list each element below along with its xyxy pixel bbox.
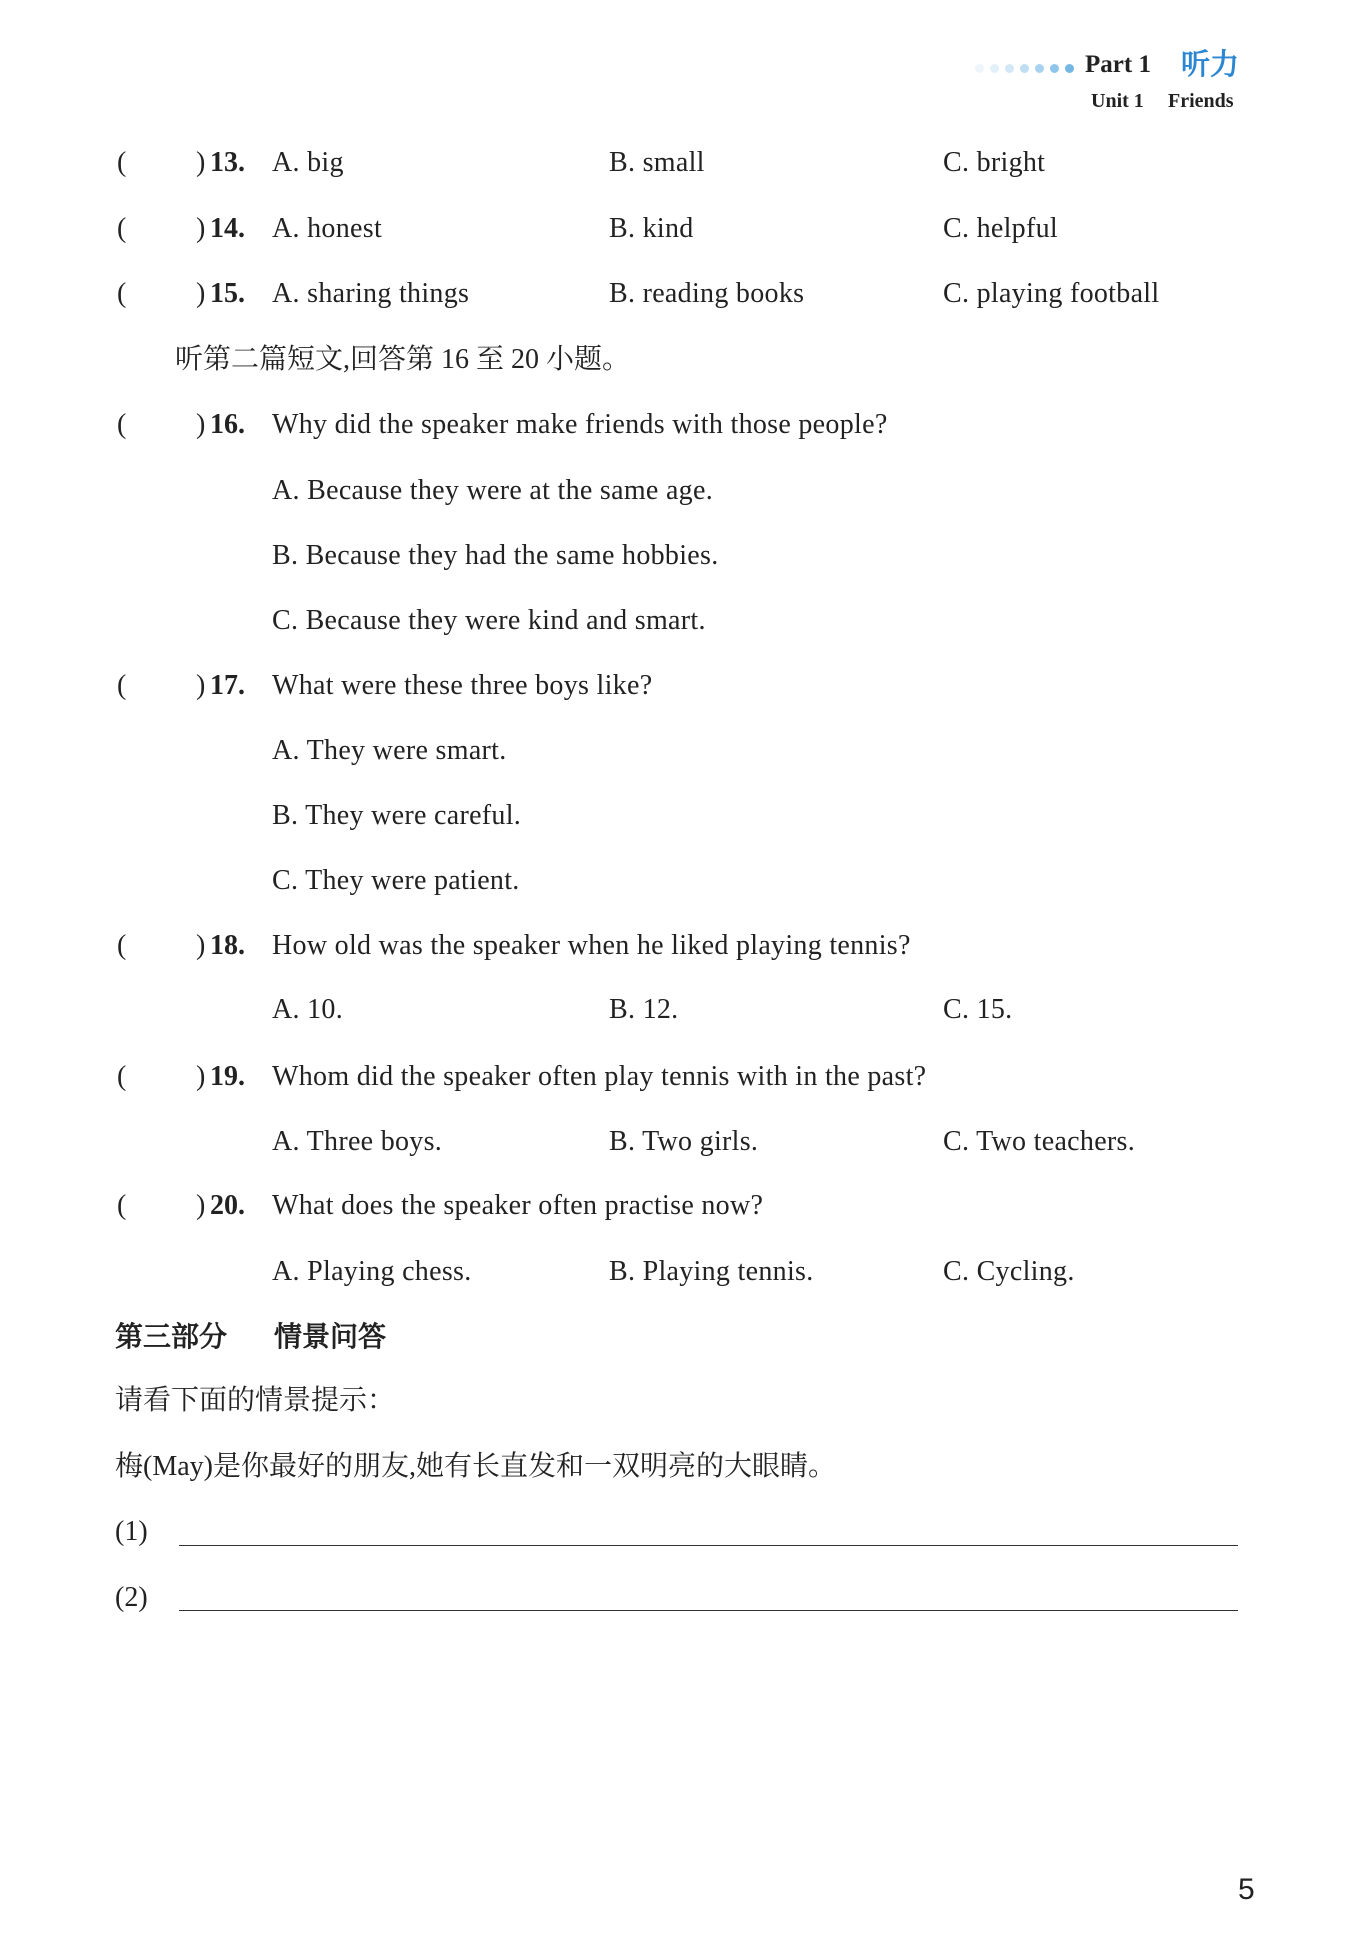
question-17 [0,666,1350,706]
option-b: B. They were careful. [272,800,522,831]
answer-bracket-open: ( [117,409,127,440]
option-c: C. Cycling. [943,1256,1075,1287]
question-18-options [0,990,1350,1030]
header-dot [990,64,999,73]
question-number: 13. [210,147,245,178]
answer-bracket-open: ( [117,670,127,701]
option-b: B. Because they had the same hobbies. [272,540,719,571]
answer-bracket-close: ) [196,147,206,178]
answer-bracket-close: ) [196,1190,206,1221]
question-16-option-b [0,536,1350,576]
header-dot [1050,64,1059,73]
section-number: 第三部分 [115,1320,228,1353]
option-a: A. Three boys. [272,1126,443,1157]
answer-label: (1) [115,1516,148,1547]
question-15 [0,274,1350,314]
question-number: 16. [210,409,245,440]
header-dot [1035,64,1044,73]
header-topic: Friends [1168,90,1234,112]
question-text: Whom did the speaker often play tennis with in the past? [272,1061,927,1092]
answer-bracket-close: ) [196,670,206,701]
question-number: 19. [210,1061,245,1092]
option-c: C. Two teachers. [943,1126,1136,1157]
answer-bracket-open: ( [117,1061,127,1092]
question-number: 14. [210,213,245,244]
question-19 [0,1057,1350,1097]
section-title: 情景问答 [274,1320,387,1353]
answer-bracket-close: ) [196,213,206,244]
header-unit: Unit 1 [1091,90,1144,112]
question-text: Why did the speaker make friends with those people? [272,409,888,440]
part3-prompt [0,1381,1350,1421]
answer-bracket-open: ( [117,278,127,309]
question-20-options [0,1252,1350,1292]
question-text: How old was the speaker when he liked playing tennis? [272,930,911,961]
header-dot [1005,64,1014,73]
option-a: A. Because they were at the same age. [272,475,714,506]
question-number: 15. [210,278,245,309]
header-part: Part 1 [1085,51,1151,78]
part3-scenario [0,1447,1350,1487]
instruction-text: 听第二篇短文,回答第 16 至 20 小题。 [175,344,631,375]
question-20 [0,1186,1350,1226]
option-c: C. They were patient. [272,865,520,896]
header-section: 听力 [1181,47,1240,81]
header-dot [1020,64,1029,73]
question-16 [0,405,1350,445]
option-b: B. kind [609,213,694,244]
question-number: 18. [210,930,245,961]
option-c: C. Because they were kind and smart. [272,605,706,636]
question-16-option-c [0,601,1350,641]
option-c: C. helpful [943,213,1058,244]
question-17-option-b [0,796,1350,836]
option-b: B. Playing tennis. [609,1256,814,1287]
question-17-option-a [0,731,1350,771]
answer-bracket-close: ) [196,409,206,440]
answer-bracket-open: ( [117,213,127,244]
passage-instruction [0,340,1350,380]
scenario-text: 梅(May)是你最好的朋友,她有长直发和一双明亮的大眼睛。 [115,1451,836,1482]
question-18 [0,926,1350,966]
question-17-option-c [0,861,1350,901]
option-a: A. They were smart. [272,735,507,766]
option-c: C. bright [943,147,1046,178]
question-14 [0,209,1350,249]
answer-bracket-close: ) [196,930,206,961]
answer-row-1 [0,1512,1350,1552]
question-text: What does the speaker often practise now? [272,1190,764,1221]
option-b: B. Two girls. [609,1126,759,1157]
answer-row-2 [0,1578,1350,1618]
option-c: C. playing football [943,278,1160,309]
option-c: C. 15. [943,994,1013,1025]
answer-bracket-open: ( [117,1190,127,1221]
answer-bracket-close: ) [196,278,206,309]
question-13 [0,143,1350,183]
answer-line [179,1545,1238,1546]
prompt-text: 请看下面的情景提示： [115,1385,396,1416]
answer-label: (2) [115,1582,148,1613]
answer-bracket-open: ( [117,147,127,178]
question-text: What were these three boys like? [272,670,653,701]
answer-bracket-open: ( [117,930,127,961]
option-b: B. reading books [609,278,805,309]
option-b: B. small [609,147,705,178]
header-dot [975,64,984,73]
answer-bracket-close: ) [196,1061,206,1092]
option-a: A. honest [272,213,383,244]
question-19-options [0,1122,1350,1162]
answer-line [179,1610,1238,1611]
question-number: 17. [210,670,245,701]
part3-heading [0,1317,1350,1357]
page-number: 5 [1238,1873,1255,1906]
option-a: A. sharing things [272,278,470,309]
question-number: 20. [210,1190,245,1221]
option-a: A. 10. [272,994,344,1025]
option-a: A. Playing chess. [272,1256,472,1287]
option-a: A. big [272,147,344,178]
option-b: B. 12. [609,994,679,1025]
header-dot [1065,64,1074,73]
question-16-option-a [0,471,1350,511]
